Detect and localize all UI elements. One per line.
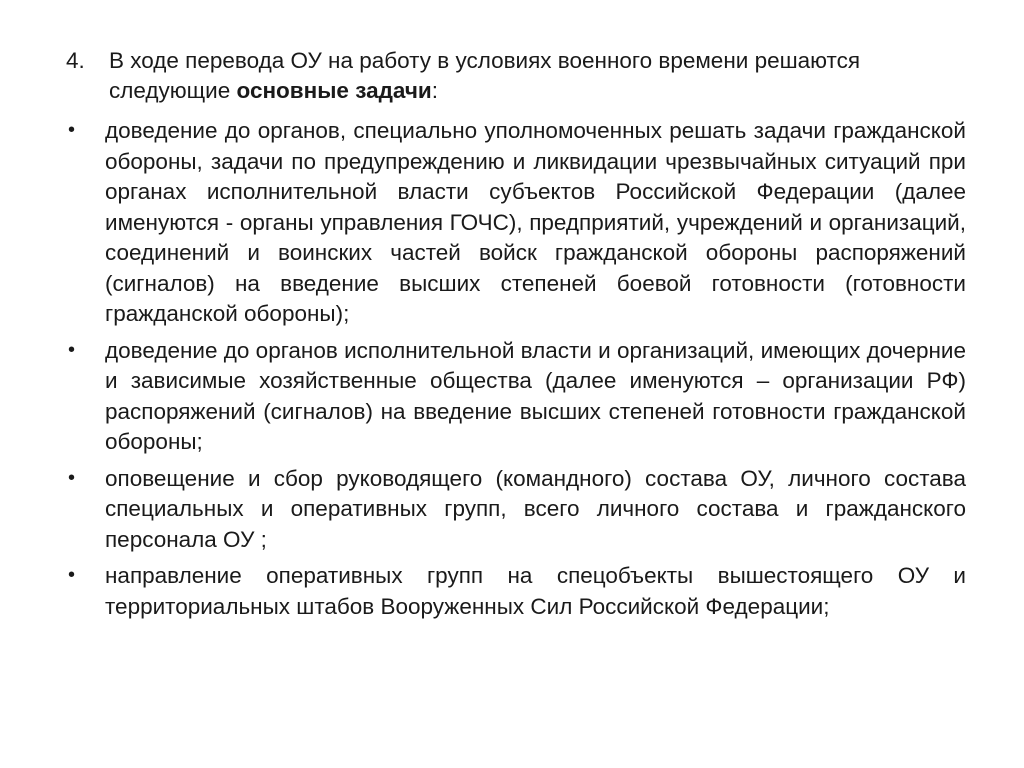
bullet-icon: • — [68, 338, 76, 361]
section-heading — [66, 46, 966, 106]
bullet-icon: • — [68, 119, 76, 141]
section-number: 4. — [66, 48, 85, 73]
list-item — [66, 336, 966, 458]
list-item — [66, 561, 966, 622]
list-item — [66, 464, 966, 556]
bullet-icon: • — [68, 564, 76, 586]
list-item-text: доведение до органов исполнительной власти и организаций, имеющих дочерние и зависимые хозяйственные общества (далее именуются – организации РФ) распоряжений (сигналов) на введение высших степеней готовности гражданской обороны; — [105, 337, 966, 454]
task-list — [66, 116, 966, 628]
heading-bold-text: основные задачи — [236, 78, 432, 103]
list-item-text: оповещение и сбор руководящего (командного) состава ОУ, личного состава специальных и оперативных групп, всего личного состава и гражданского персонала ОУ ; — [105, 465, 966, 552]
heading-text-before: В ходе перевода ОУ на работу в условиях военного времени решаются следующие — [109, 48, 861, 103]
list-item-text: направление оперативных групп на спецобъекты вышестоящего ОУ и территориальных штабов Вооруженных Сил Российской Федерации; — [105, 563, 966, 619]
list-item — [66, 116, 966, 330]
bullet-icon: • — [68, 466, 76, 489]
section-heading-text — [109, 46, 966, 106]
list-item-text: доведение до органов, специально уполномоченных решать задачи гражданской обороны, задачи по предупреждению и ликвидации чрезвычайных ситуаций при органах исполнительной власти субъектов Российской Федерации (далее именуются - органы управления ГОЧС), предприятий, учреждений и организаций, соединений и воинских частей войск гражданской обороны распоряжений (сигналов) на введение высших степеней боевой готовности (готовности гражданской обороны); — [105, 118, 966, 326]
heading-text-after: : — [431, 78, 438, 103]
